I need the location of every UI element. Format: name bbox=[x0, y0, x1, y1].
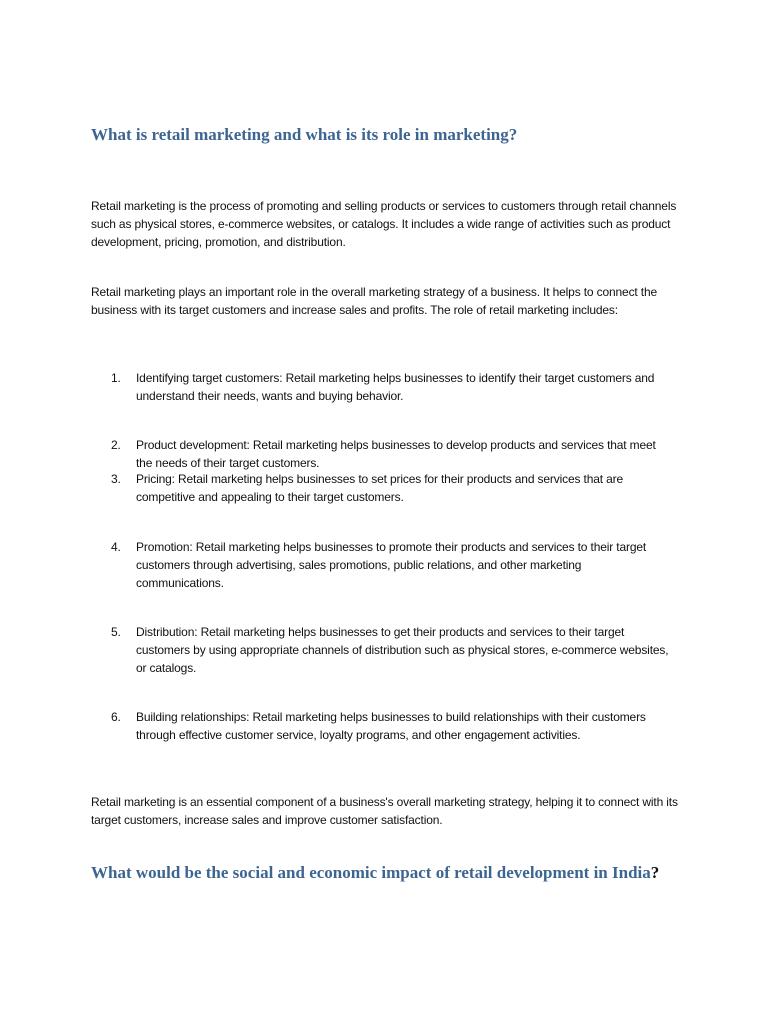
list-text: Product development: Retail marketing helps businesses to develop products and services that meet the needs of their target customers. bbox=[136, 438, 656, 470]
list-text: Building relationships: Retail marketing helps businesses to build relationships with their customers through effective customer service, loyalty programs, and other engagement activities. bbox=[136, 710, 646, 742]
paragraph-definition: Retail marketing is the process of promoting and selling products or services to customers through retail channels such as physical stores, e-commerce websites, or catalogs. It includes a wide range of activities such as product development, pricing, promotion, and distribution. bbox=[91, 199, 677, 249]
list-item bbox=[111, 471, 671, 507]
list-number: 4. bbox=[111, 540, 121, 554]
list-item bbox=[111, 437, 671, 473]
list-number: 1. bbox=[111, 371, 121, 385]
list-item bbox=[111, 539, 671, 592]
list-item bbox=[111, 709, 671, 745]
list-text: Distribution: Retail marketing helps businesses to get their products and services to their target customers by using appropriate channels of distribution such as physical stores, e-commerce websites, or catalogs. bbox=[136, 625, 669, 675]
list-text: Identifying target customers: Retail marketing helps businesses to identify their target customers and understand their needs, wants and buying behavior. bbox=[136, 371, 655, 403]
list-item bbox=[111, 370, 671, 406]
paragraph-conclusion: Retail marketing is an essential component of a business's overall marketing strategy, helping it to connect with its target customers, increase sales and improve customer satisfaction. bbox=[91, 795, 678, 827]
list-number: 5. bbox=[111, 625, 121, 639]
list-number: 3. bbox=[111, 472, 121, 486]
heading-question-mark: ? bbox=[650, 863, 660, 882]
heading-retail-marketing: What is retail marketing and what is its role in marketing? bbox=[91, 125, 518, 144]
list-number: 2. bbox=[111, 438, 121, 452]
list-text: Promotion: Retail marketing helps businesses to promote their products and services to their target customers through advertising, sales promotions, public relations, and other marketing communications. bbox=[136, 540, 647, 590]
heading-text: What would be the social and economic impact of retail development in India bbox=[91, 863, 651, 882]
list-text: Pricing: Retail marketing helps businesses to set prices for their products and services that are competitive and appealing to their target customers. bbox=[136, 472, 624, 504]
paragraph-role: Retail marketing plays an important role in the overall marketing strategy of a business. It helps to connect the business with its target customers and increase sales and profits. The role of retail marketing includes: bbox=[91, 285, 658, 317]
list-item bbox=[111, 624, 671, 677]
list-number: 6. bbox=[111, 710, 121, 724]
heading-retail-development-india bbox=[91, 862, 691, 883]
